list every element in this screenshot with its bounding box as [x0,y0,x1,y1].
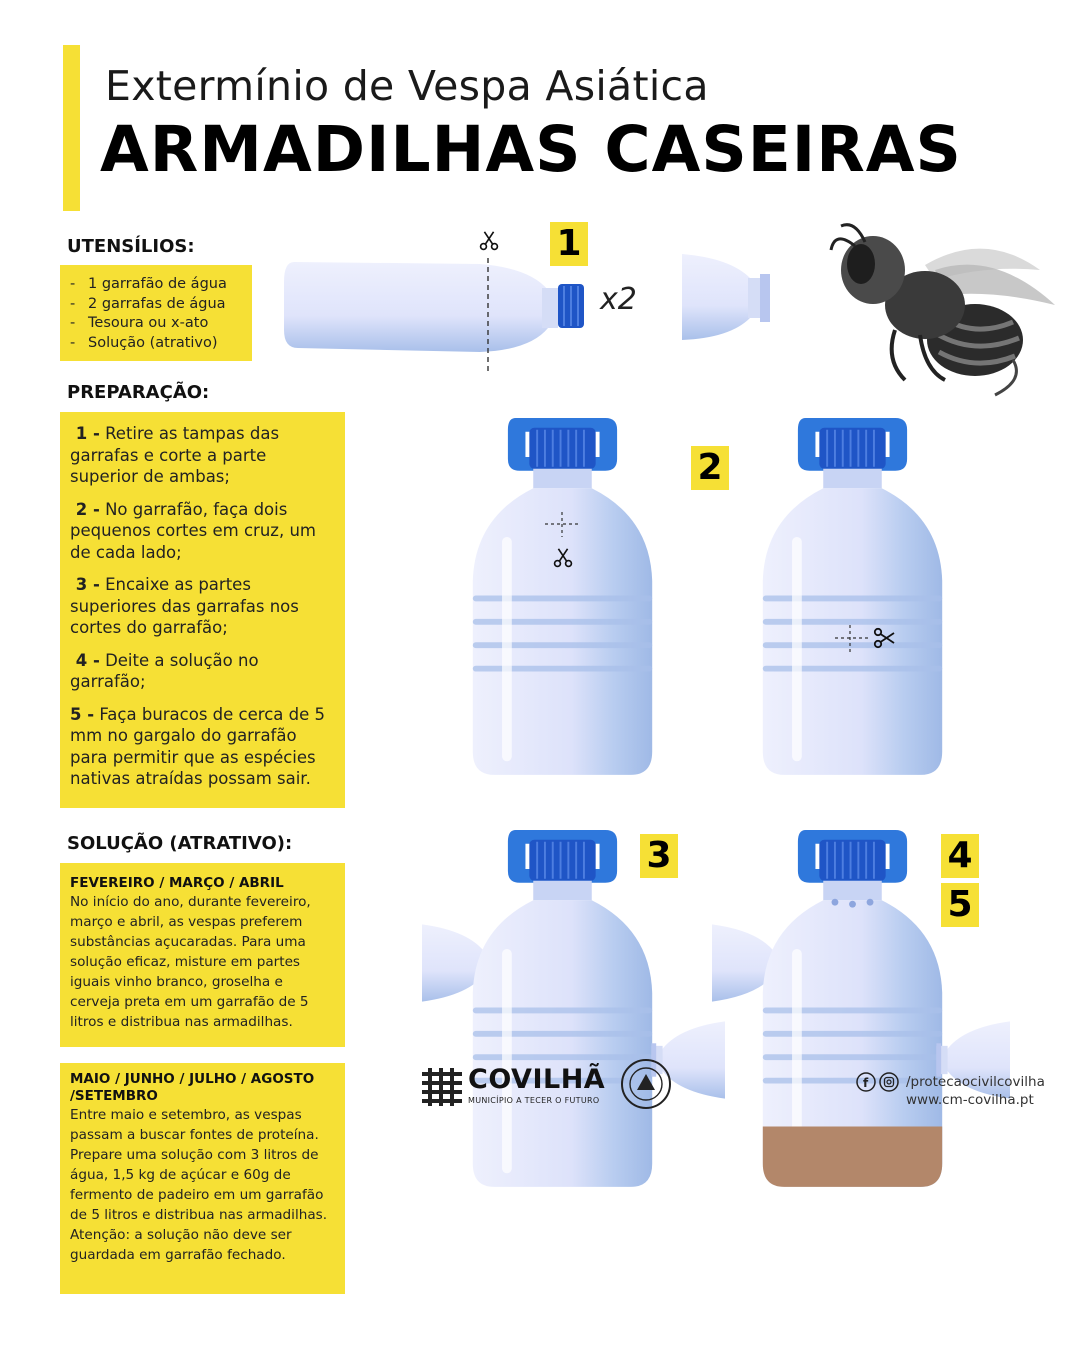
solution-heading: SOLUÇÃO (ATRATIVO): [67,833,293,854]
scissors-icon [552,540,574,576]
website-link[interactable]: www.cm-covilha.pt [906,1092,1034,1108]
multiplier-label: x2 [600,282,637,317]
list-item: - 1 garrafão de água [70,276,227,292]
preparation-box [60,412,345,808]
civil-protection-seal [620,1058,672,1110]
brand-tagline: MUNICÍPIO A TECER O FUTURO [468,1096,600,1105]
utensils-heading: UTENSÍLIOS: [67,236,195,257]
facebook-icon[interactable] [856,1072,876,1092]
step-number-2: 2 [691,446,729,490]
covilha-logo-icon [420,1066,464,1106]
jug-icon [465,820,660,1195]
scissors-icon [866,626,902,650]
jug-icon [755,408,950,783]
step1-illustration [280,220,800,380]
brand-name: COVILHÃ [468,1064,606,1095]
step-number-3: 3 [640,834,678,878]
step-3: 3 - Encaixe as partes superiores das garrafas nos cortes do garrafão; [70,575,299,637]
solution-period-text: Entre maio e setembro, as vespas passam a buscar fontes de proteína. Prepare uma solução com 3 litros de água, 1,5 kg de açúcar e 60g de fermento de padeiro em um garrafão de 5 litros e distribua nas armadilhas. Atenção: a solução não deve ser guardada em garrafão fechado. [70,1107,328,1263]
hornet-image [825,210,1060,405]
utensils-box [60,265,252,361]
jug-icon [755,820,950,1195]
list-item: - 2 garrafas de água [70,295,226,312]
step-4: 4 - Deite a solução no garrafão; [70,650,259,691]
step-5: 5 - Faça buracos de cerca de 5 mm no gargalo do garrafão para permitir que as espécies nativas atraídas possam sair. [70,704,325,788]
solution-period-text: No início do ano, durante fevereiro, março e abril, as vespas preferem substâncias açucaradas. Para uma solução eficaz, misture em partes iguais vinho branco, groselha e cerveja preta em um garrafão de 5 litros e distribua nas armadilhas. [70,894,311,1030]
step-number-1: 1 [550,222,588,266]
header-accent-bar [63,45,80,211]
solution-period-title: FEVEREIRO / MARÇO / ABRIL [70,875,284,891]
step-1: 1 - Retire as tampas das garrafas e corte a parte superior de ambas; [70,424,280,486]
list-item: - Tesoura ou x-ato [70,315,209,331]
page-title: ARMADILHAS CASEIRAS [100,113,962,186]
cut-mark [545,512,580,537]
jug-icon [465,408,660,783]
step-number-4: 4 [941,834,979,878]
solution-box-spring [60,863,345,1047]
step-number-5: 5 [941,883,979,927]
utensils-list [70,275,252,353]
svg-text:f: f [863,1076,869,1090]
preparation-heading: PREPARAÇÃO: [67,382,210,403]
instagram-icon[interactable] [879,1072,899,1092]
list-item: - Solução (atrativo) [70,334,218,351]
scissors-icon [478,222,500,260]
solution-box-summer [60,1063,345,1294]
cut-mark [835,625,870,655]
page-subtitle: Extermínio de Vespa Asiática [105,62,709,110]
solution-period-title: MAIO / JUNHO / JULHO / AGOSTO /SETEMBRO [70,1071,315,1104]
step-2: 2 - No garrafão, faça dois pequenos cortes em cruz, um de cada lado; [70,499,316,562]
social-handle-link[interactable]: /protecaocivilcovilha [906,1074,1045,1090]
